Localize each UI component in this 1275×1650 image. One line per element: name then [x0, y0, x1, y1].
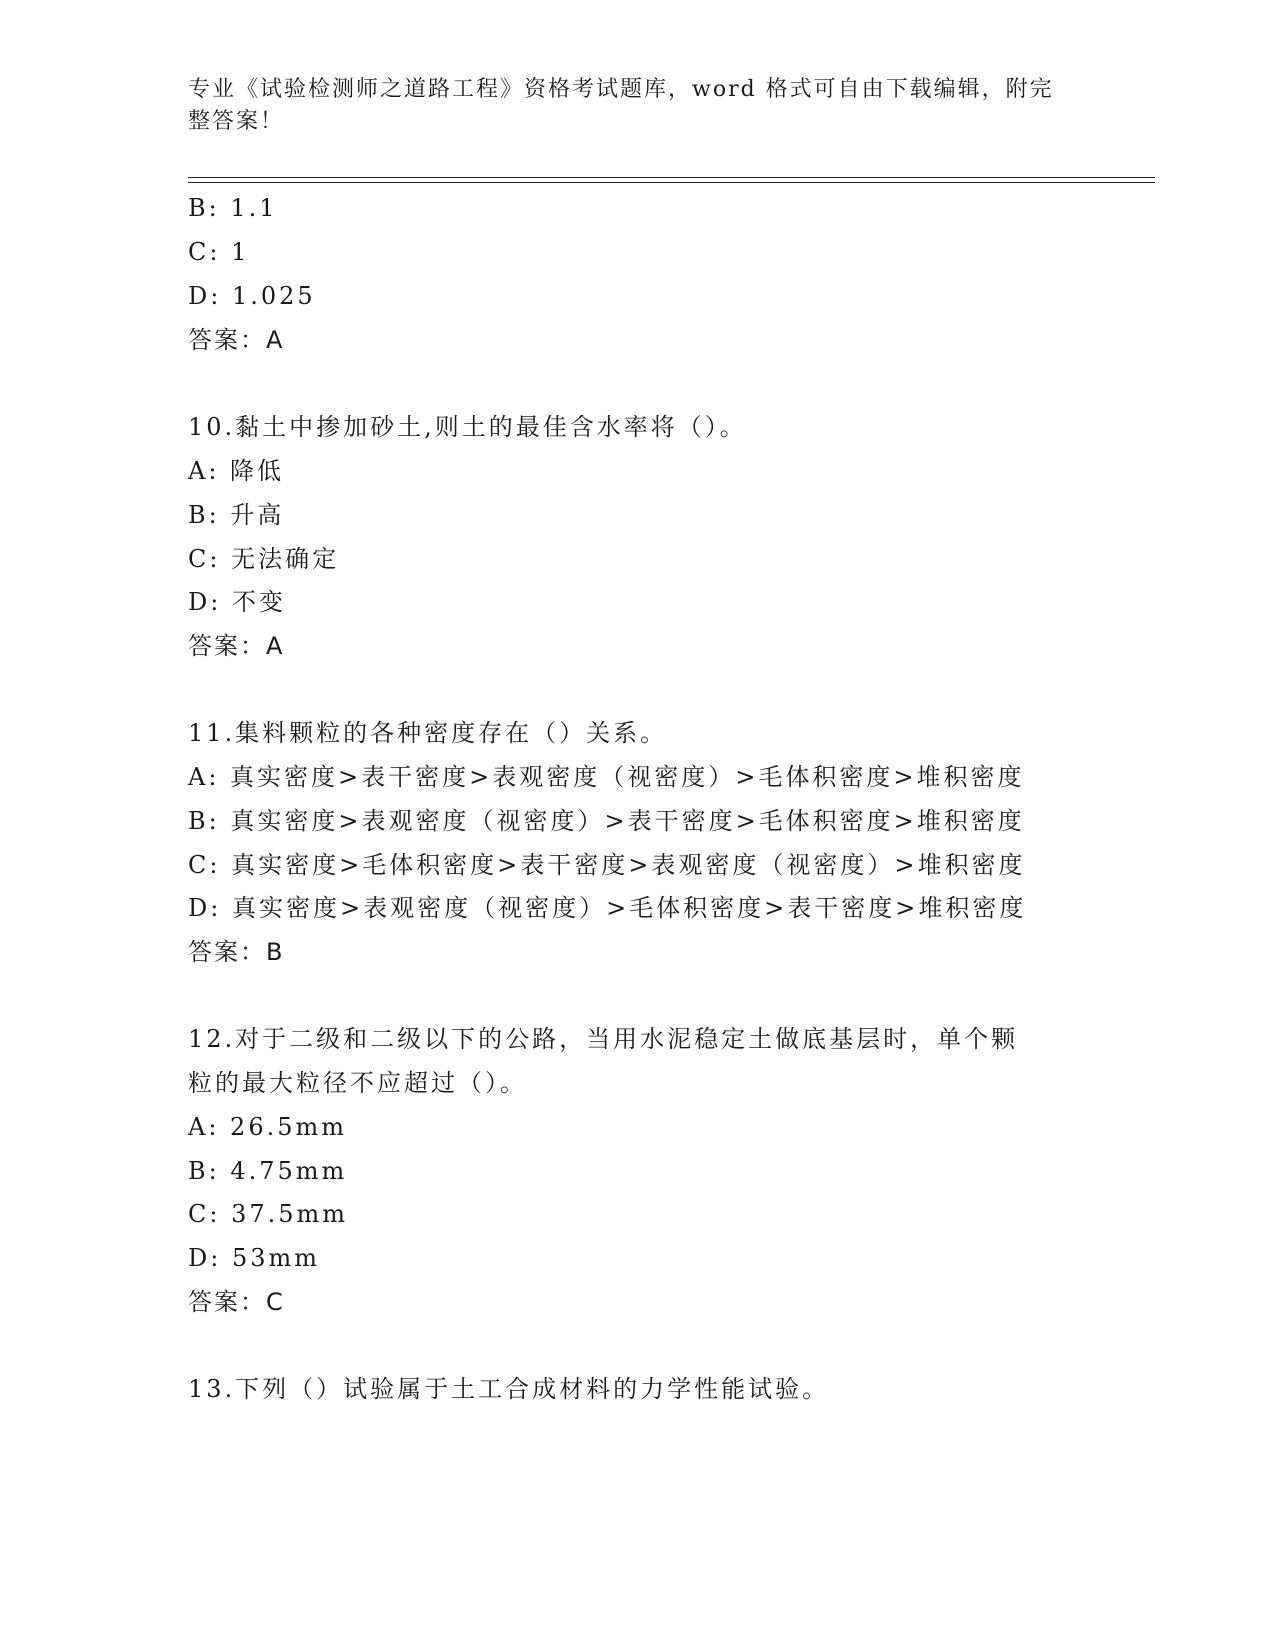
option-c: C: 37.5mm — [188, 1200, 349, 1228]
option-b: B: 1.1 — [188, 194, 278, 222]
option-c: C: 1 — [188, 238, 250, 266]
option-c: C: 无法确定 — [188, 545, 340, 573]
question-stem: 13.下列（）试验属于土工合成材料的力学性能试验。 — [188, 1375, 830, 1403]
question-stem: 11.集料颗粒的各种密度存在（）关系。 — [188, 719, 668, 747]
option-c: C: 真实密度>毛体积密度>表干密度>表观密度（视密度）>堆积密度 — [188, 851, 1026, 879]
option-b: B: 真实密度>表观密度（视密度）>表干密度>毛体积密度>堆积密度 — [188, 807, 1025, 835]
header-divider-bottom — [188, 182, 1155, 183]
option-d: D: 不变 — [188, 588, 286, 616]
header-line-1: 专业《试验检测师之道路工程》资格考试题库，word 格式可自由下载编辑，附完 — [188, 77, 1054, 102]
option-b: B: 4.75mm — [188, 1157, 348, 1185]
answer: 答案：A — [188, 632, 285, 660]
answer: 答案：B — [188, 938, 285, 966]
answer: 答案：C — [188, 1288, 285, 1316]
header-divider-top — [188, 177, 1155, 178]
document-header — [188, 74, 1068, 138]
option-d: D: 1.025 — [188, 282, 316, 310]
question-stem-line-2: 粒的最大粒径不应超过（）。 — [188, 1069, 527, 1097]
option-a: A: 真实密度>表干密度>表观密度（视密度）>毛体积密度>堆积密度 — [188, 763, 1025, 791]
answer: 答案：A — [188, 326, 285, 354]
header-line-2: 整答案！ — [188, 109, 285, 134]
option-a: A: 26.5mm — [188, 1113, 347, 1141]
question-stem-line-1: 12.对于二级和二级以下的公路，当用水泥稳定土做底基层时，单个颗 — [188, 1025, 1019, 1053]
option-d: D: 真实密度>表观密度（视密度）>毛体积密度>表干密度>堆积密度 — [188, 894, 1027, 922]
question-stem: 10.黏土中掺加砂土,则土的最佳含水率将（）。 — [188, 413, 747, 441]
option-b: B: 升高 — [188, 501, 285, 529]
option-a: A: 降低 — [188, 457, 285, 485]
option-d: D: 53mm — [188, 1244, 321, 1272]
